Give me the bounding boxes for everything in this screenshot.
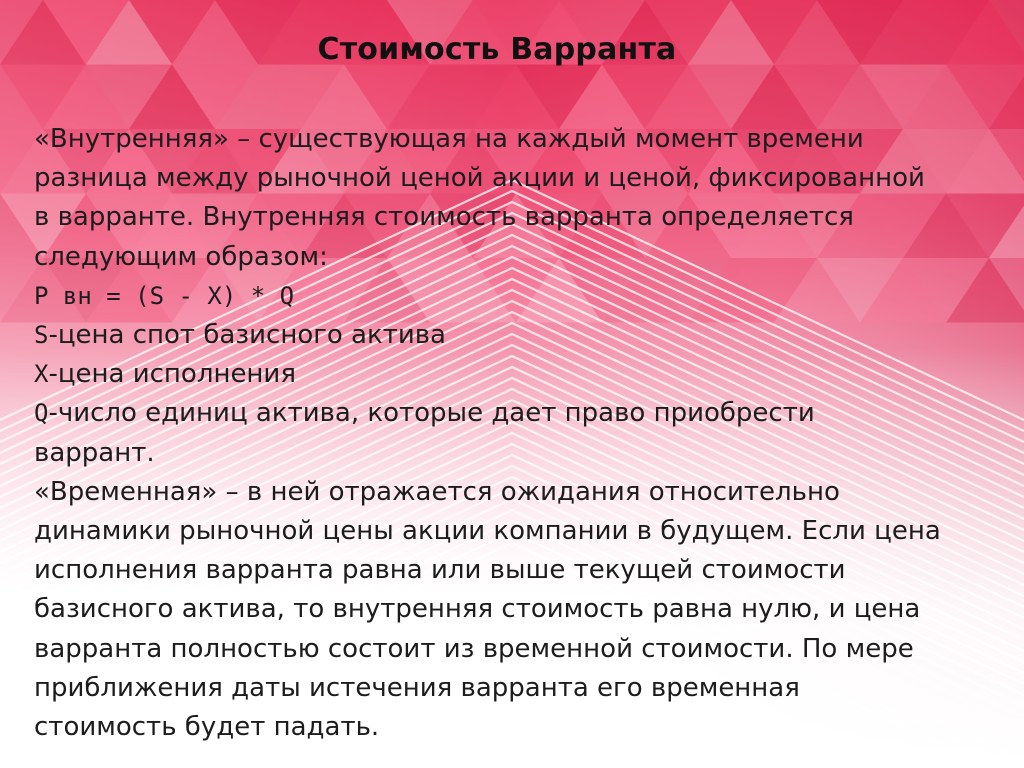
text-line: варрант. <box>34 437 155 468</box>
symbol-x: X <box>34 360 49 389</box>
text-line: приближения даты истечения варранта его временная <box>34 672 800 703</box>
definition-s <box>34 316 1004 355</box>
text-line: разница между рыночной ценой акции и ценой, фиксированной <box>34 163 925 194</box>
text-line: исполнения варранта равна или выше текущей стоимости <box>34 555 846 586</box>
definition-q <box>34 394 1004 433</box>
text-line: базисного актива, то внутренняя стоимость равна нулю, и цена <box>34 594 921 625</box>
symbol-s: S <box>34 321 49 350</box>
text-line: стоимость будет падать. <box>34 712 380 743</box>
text-line: в варранте. Внутренняя стоимость варранта определяется <box>34 202 854 233</box>
text-line: варранта полностью состоит из временной стоимости. По мере <box>34 633 914 664</box>
definition-q-text: -число единиц актива, которые дает право приобрести <box>48 398 815 429</box>
slide-body <box>34 120 1004 747</box>
definition-x <box>34 355 1004 394</box>
formula-line: P вн = (S - X) * Q <box>34 281 295 310</box>
symbol-q: Q <box>34 399 49 428</box>
text-line: «Внутренняя» – существующая на каждый момент времени <box>34 124 864 154</box>
definition-x-text: -цена исполнения <box>48 359 296 390</box>
text-line: следующим образом: <box>34 241 328 272</box>
text-line: динамики рыночной цены акции компании в будущем. Если цена <box>34 516 941 547</box>
definition-s-text: -цена спот базисного актива <box>48 320 446 351</box>
slide-title: Стоимость Варранта <box>317 32 677 67</box>
text-line: «Временная» – в ней отражается ожидания относительно <box>34 476 840 507</box>
